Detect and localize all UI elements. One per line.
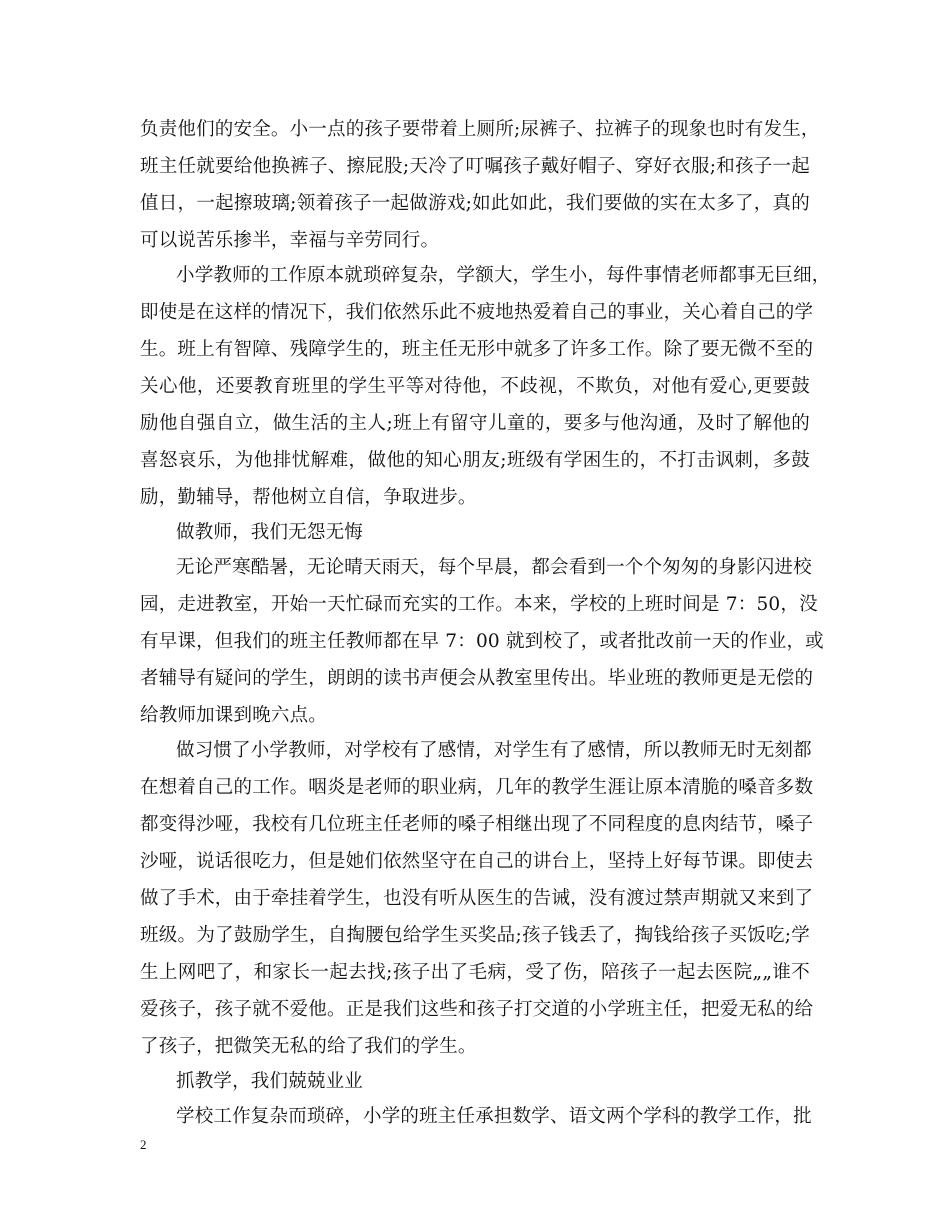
text-line: 有早课，但我们的班主任教师都在早 7：00 就到校了，或者批改前一天的作业，或 (140, 631, 824, 652)
text-line: 爱孩子，孩子就不爱他。正是我们这些和孩子打交道的小学班主任，把爱无私的给 (140, 999, 814, 1020)
text-line: 负责他们的安全。小一点的孩子要带着上厕所;尿裤子、拉裤子的现象也时有发生， (140, 119, 820, 140)
text-line: 关心他，还要教育班里的学生平等对待他，不歧视，不欺负，对他有爱心,更要鼓 (140, 376, 810, 397)
text-line: 生。班上有智障、残障学生的，班主任无形中就多了许多工作。除了要无微不至的 (140, 339, 814, 360)
text-line: 值日，一起擦玻璃;领着孩子一起做游戏;如此如此，我们要做的实在太多了，真的 (140, 193, 810, 214)
text-line: 在想着自己的工作。咽炎是老师的职业病，几年的教学生涯让原本清脆的嗓音多数 (140, 777, 814, 798)
text-line: 生上网吧了，和家长一起去找;孩子出了毛病，受了伤，陪孩子一起去医院„„谁不 (140, 962, 810, 983)
text-line: 做习惯了小学教师，对学校有了感情，对学生有了感情，所以教师无时无刻都 (176, 740, 812, 761)
text-line: 励，勤辅导，帮他树立自信，争取进步。 (140, 487, 477, 508)
text-line: 给教师加课到晚六点。 (140, 705, 328, 726)
text-line: 学校工作复杂而琐碎，小学的班主任承担数学、语文两个学科的教学工作，批 (176, 1106, 812, 1127)
text-line: 沙哑，说话很吃力，但是她们依然坚守在自己的讲台上，坚持上好每节课。即使去 (140, 851, 814, 872)
text-line: 班主任就要给他换裤子、擦屁股;天冷了叮嘱孩子戴好帽子、穿好衣服;和孩子一起 (140, 156, 810, 177)
text-line: 了孩子，把微笑无私的给了我们的学生。 (140, 1036, 477, 1057)
section-heading: 抓教学，我们兢兢业业 (176, 1071, 364, 1092)
text-line: 都变得沙哑，我校有几位班主任老师的嗓子相继出现了不同程度的息肉结节，嗓子 (140, 814, 814, 835)
text-line: 励他自强自立，做生活的主人;班上有留守儿童的，要多与他沟通，及时了解他的 (140, 413, 810, 434)
page-number: 2 (140, 1137, 147, 1152)
section-heading: 做教师，我们无怨无悔 (176, 522, 364, 543)
text-line: 即使是在这样的情况下，我们依然乐此不疲地热爱着自己的事业，关心着自己的学 (140, 302, 814, 323)
text-line: 园，走进教室，开始一天忙碌而充实的工作。本来，学校的上班时间是 7：50，没 (140, 594, 818, 615)
text-line: 可以说苦乐掺半，幸福与辛劳同行。 (140, 230, 440, 251)
text-line: 小学教师的工作原本就琐碎复杂，学额大，学生小，每件事情老师都事无巨细， (176, 265, 831, 286)
text-line: 者辅导有疑问的学生，朗朗的读书声便会从教室里传出。毕业班的教师更是无偿的 (140, 668, 814, 689)
text-line: 做了手术，由于牵挂着学生，也没有听从医生的告诫，没有渡过禁声期就又来到了 (140, 888, 814, 909)
text-line: 班级。为了鼓励学生，自掏腰包给学生买奖品;孩子钱丢了，掏钱给孩子买饭吃;学 (140, 925, 810, 946)
text-line: 无论严寒酷暑，无论晴天雨天，每个早晨，都会看到一个个匆匆的身影闪进校 (176, 557, 812, 578)
text-line: 喜怒哀乐，为他排忧解难，做他的知心朋友;班级有学困生的，不打击讽刺，多鼓 (140, 450, 810, 471)
